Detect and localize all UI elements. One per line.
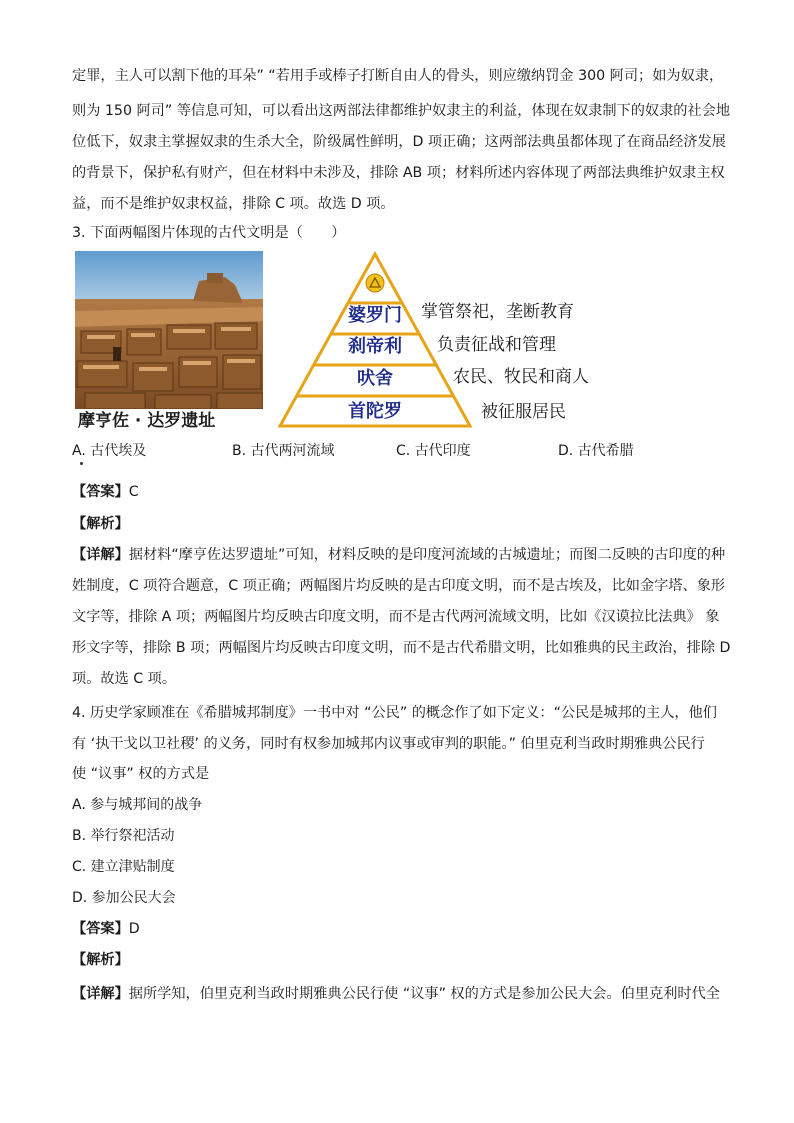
q3-option-d: D. 古代希腊	[558, 443, 634, 459]
q3-detail-line: 形文字等，排除 B 项；两幅图片均反映古印度文明，而不是古代希腊文明，比如雅典的民主政治，排除 D	[72, 640, 731, 656]
seal-icon	[366, 274, 384, 292]
q3-analysis-tag: 【解析】	[72, 516, 129, 532]
answer-tag: 【答案】	[72, 921, 129, 937]
answer-value: D	[128, 921, 140, 937]
q3-detail-line: 【详解】据材料“摩亨佐达罗遗址”可知，材料反映的是印度河流域的古城遗址；而图二反映的古印度的种	[72, 547, 726, 563]
q4-analysis-tag: 【解析】	[72, 952, 129, 968]
caste-desc-brahmin: 掌管祭祀，垄断教育	[421, 302, 574, 322]
detail-tag: 【详解】	[72, 547, 129, 563]
q3-answer	[72, 482, 732, 502]
caste-pyramid	[275, 250, 615, 430]
q4-option-b: B. 举行祭祀活动	[72, 828, 175, 844]
question-4-stem: 4. 历史学家顾准在《希腊城邦制度》一书中对 “公民” 的概念作了如下定义：“公民是城邦的主人，他们	[72, 705, 717, 721]
answer-value: C	[128, 484, 139, 500]
prev-explanation-line: 则为 150 阿司” 等信息可知，可以看出这两部法律都维护奴隶主的利益，体现在奴隶制下的奴隶的社会地	[72, 103, 731, 119]
q3-option-b: B. 古代两河流域	[232, 443, 335, 459]
caste-desc-vaishya: 农民、牧民和商人	[453, 367, 589, 387]
q3-detail-line: 项。故选 C 项。	[72, 671, 177, 687]
prev-explanation-line: 位低下，奴隶主掌握奴隶的生杀大全，阶级属性鲜明，D 项正确；这两部法典虽都体现了在商品经济发展	[72, 134, 726, 150]
caste-name-vaishya: 吠舍	[357, 368, 393, 389]
answer-tag: 【答案】	[72, 484, 129, 500]
q3-option-c: C. 古代印度	[396, 443, 471, 459]
q4-option-d: D. 参加公民大会	[72, 890, 176, 906]
q4-detail-line: 【详解】据所学知，伯里克利当政时期雅典公民行使 “议事” 权的方式是参加公民大会。伯里克利时代全	[72, 986, 720, 1002]
stray-dot	[80, 462, 83, 465]
q3-option-a: A. 古代埃及	[72, 443, 147, 459]
q3-detail-line: 姓制度，C 项符合题意，C 项正确；两幅图片均反映的是古印度文明，而不是古埃及，比如金字塔、象形	[72, 578, 726, 594]
caste-name-kshatriya: 刹帝利	[348, 336, 402, 357]
mohenjo-daro-photo	[75, 251, 263, 409]
caste-name-shudra: 首陀罗	[348, 401, 402, 422]
q4-option-c: C. 建立津贴制度	[72, 859, 175, 875]
q4-option-a: A. 参与城邦间的战争	[72, 797, 203, 813]
prev-explanation-line: 益，而不是维护奴隶权益，排除 C 项。故选 D 项。	[72, 196, 395, 212]
photo-caption: 摩亨佐 · 达罗遗址	[78, 411, 216, 431]
question-3-stem: 3. 下面两幅图片体现的古代文明是（ ）	[72, 225, 346, 241]
question-4-stem: 有 ‘执干戈以卫社稷’ 的义务，同时有权参加城邦内议事或审判的职能。” 伯里克利当政时期雅典公民行	[72, 736, 705, 752]
caste-desc-shudra: 被征服居民	[481, 402, 566, 422]
prev-explanation-line: 的背景下，保护私有财产，但在材料中未涉及，排除 AB 项；材料所述内容体现了两部法典维护奴隶主权	[72, 165, 725, 181]
ruins-illustration	[75, 251, 263, 409]
caste-desc-kshatriya: 负责征战和管理	[437, 335, 556, 355]
q3-detail-line: 文字等，排除 A 项；两幅图片均反映古印度文明，而不是古代两河流域文明，比如《汉谟拉比法典》 象	[72, 609, 720, 625]
detail-tag: 【详解】	[72, 986, 129, 1002]
question-4-stem: 使 “议事” 权的方式是	[72, 766, 210, 782]
prev-explanation-line: 定罪，主人可以割下他的耳朵” “若用手或棒子打断自由人的骨头，则应缴纳罚金 300 阿司；如为奴隶，	[72, 68, 724, 84]
caste-name-brahmin: 婆罗门	[348, 305, 402, 326]
q4-answer	[72, 919, 732, 939]
